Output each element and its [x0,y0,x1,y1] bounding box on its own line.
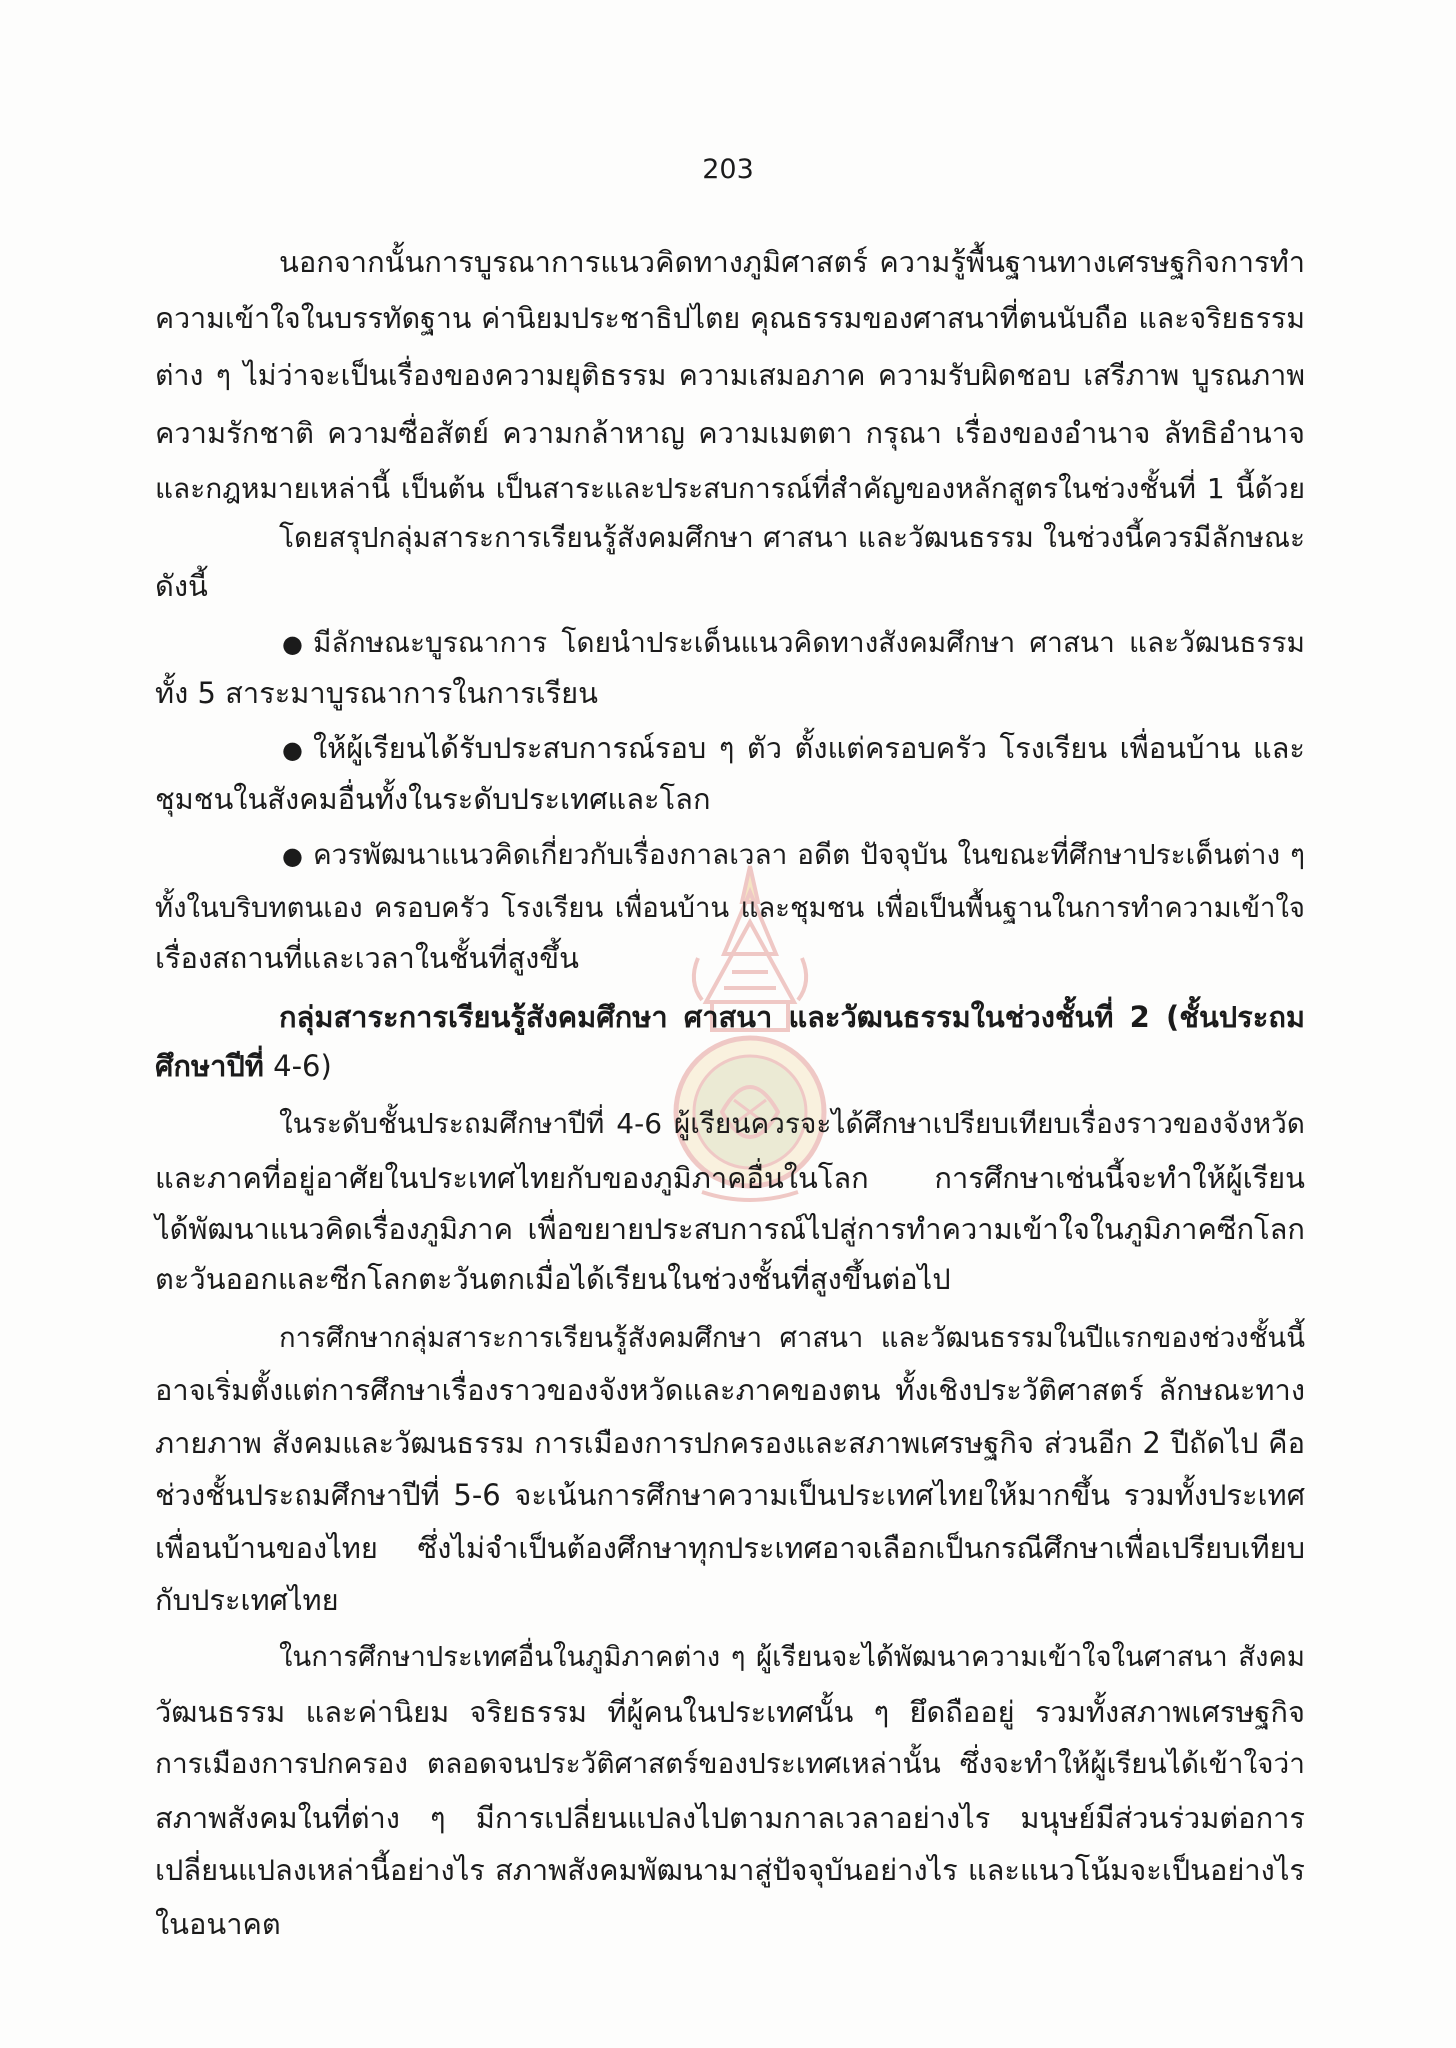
paragraph-5-line-3: การเมืองการปกครอง ตลอดจนประวัติศาสตร์ของประเทศเหล่านั้น ซึ่งจะทำให้ผู้เรียนได้เข้าใจว่า [155,1747,1305,1780]
bullet-item-2-line-1 [155,726,1305,772]
paragraph-1-line-1: นอกจากนั้นการบูรณาการแนวคิดทางภูมิศาสตร์ ความรู้พื้นฐานทางเศรษฐกิจการทำ [279,245,1305,279]
paragraph-5-line-1: ในการศึกษาประเทศอื่นในภูมิภาคต่าง ๆ ผู้เรียนจะได้พัฒนาความเข้าใจในศาสนา สังคม [279,1641,1305,1673]
paragraph-1-line-5: และกฎหมายเหล่านี้ เป็นต้น เป็นสาระและประสบการณ์ที่สำคัญของหลักสูตรในช่วงชั้นที่ 1 นี้ด้วย [155,472,1305,505]
bullet-item-3-line-3: เรื่องสถานที่และเวลาในชั้นที่สูงขึ้น [155,941,579,975]
bullet-text: ให้ผู้เรียนได้รับประสบการณ์รอบ ๆ ตัว ตั้งแต่ครอบครัว โรงเรียน เพื่อนบ้าน และ [312,731,1305,765]
paragraph-5-line-2: วัฒนธรรม และค่านิยม จริยธรรม ที่ผู้คนในประเทศนั้น ๆ ยึดถืออยู่ รวมทั้งสภาพเศรษฐกิจ [155,1695,1305,1729]
paragraph-1-line-2: ความเข้าใจในบรรทัดฐาน ค่านิยมประชาธิปไตย คุณธรรมของศาสนาที่ตนนับถือ และจริยธรรม [155,302,1305,335]
paragraph-5-line-4: สภาพสังคมในที่ต่าง ๆ มีการเปลี่ยนแปลงไปตามกาลเวลาอย่างไร มนุษย์มีส่วนร่วมต่อการ [155,1801,1305,1835]
bullet-icon: ● [282,842,303,870]
page-number: 203 [702,154,754,185]
paragraph-1-line-3: ต่าง ๆ ไม่ว่าจะเป็นเรื่องของความยุติธรรม ความเสมอภาค ความรับผิดชอบ เสรีภาพ บูรณภาพ [155,359,1305,392]
bullet-item-1-line-1 [155,621,1305,666]
paragraph-3-line-4: ตะวันออกและซีกโลกตะวันตกเมื่อได้เรียนในช่วงชั้นที่สูงขึ้นต่อไป [155,1262,951,1296]
paragraph-3-line-1: ในระดับชั้นประถมศึกษาปีที่ 4-6 ผู้เรียนควรจะได้ศึกษาเปรียบเทียบเรื่องราวของจังหวัด [279,1107,1305,1140]
bullet-text: มีลักษณะบูรณาการ โดยนำประเด็นแนวคิดทางสังคมศึกษา ศาสนา และวัฒนธรรม [312,626,1305,659]
paragraph-2-line-2: ดังนี้ [155,569,208,603]
paragraph-4-line-4: ช่วงชั้นประถมศึกษาปีที่ 5-6 จะเน้นการศึกษาความเป็นประเทศไทยให้มากขึ้น รวมทั้งประเทศ [155,1478,1305,1512]
paragraph-4-line-5: เพื่อนบ้านของไทย ซึ่งไม่จำเป็นต้องศึกษาทุกประเทศอาจเลือกเป็นกรณีศึกษาเพื่อเปรียบเทียบ [155,1531,1305,1565]
paragraph-1-line-4: ความรักชาติ ความซื่อสัตย์ ความกล้าหาญ ความเมตตา กรุณา เรื่องของอำนาจ ลัทธิอำนาจ [155,416,1305,450]
bullet-item-3-line-2: ทั้งในบริบทตนเอง ครอบครัว โรงเรียน เพื่อนบ้าน และชุมชน เพื่อเป็นพื้นฐานในการทำความเข้าใจ [155,892,1305,924]
section-heading-line-1: กลุ่มสาระการเรียนรู้สังคมศึกษา ศาสนา และวัฒนธรรมในช่วงชั้นที่ 2 (ชั้นประถม [279,1000,1305,1034]
paragraph-2-line-1: โดยสรุปกลุ่มสาระการเรียนรู้สังคมศึกษา ศาสนา และวัฒนธรรม ในช่วงนี้ควรมีลักษณะ [279,521,1305,554]
paragraph-3-line-3: ได้พัฒนาแนวคิดเรื่องภูมิภาค เพื่อขยายประสบการณ์ไปสู่การทำความเข้าใจในภูมิภาคซีกโลก [155,1212,1305,1246]
paragraph-5-line-6: ในอนาคต [155,1907,281,1941]
paragraph-4-line-1: การศึกษากลุ่มสาระการเรียนรู้สังคมศึกษา ศาสนา และวัฒนธรรมในปีแรกของช่วงชั้นนี้ [279,1322,1305,1354]
paragraph-3-line-2: และภาคที่อยู่อาศัยในประเทศไทยกับของภูมิภาคอื่นในโลก การศึกษาเช่นนี้จะทำให้ผู้เรียน [155,1161,1305,1195]
paragraph-5-line-5: เปลี่ยนแปลงเหล่านี้อย่างไร สภาพสังคมพัฒนามาสู่ปัจจุบันอย่างไร และแนวโน้มจะเป็นอย่างไร [155,1853,1305,1887]
paragraph-4-line-2: อาจเริ่มตั้งแต่การศึกษาเรื่องราวของจังหวัดและภาคของตน ทั้งเชิงประวัติศาสตร์ ลักษณะทาง [155,1373,1305,1407]
section-heading-grade-range: 4-6) [273,1049,332,1083]
paragraph-4-line-3: ภายภาพ สังคมและวัฒนธรรม การเมืองการปกครองและสภาพเศรษฐกิจ ส่วนอีก 2 ปีถัดไป คือ [155,1426,1305,1460]
section-heading-line-2 [155,1044,1305,1088]
paragraph-4-line-6: กับประเทศไทย [155,1583,339,1617]
bullet-item-1-line-2: ทั้ง 5 สาระมาบูรณาการในการเรียน [155,676,599,710]
bullet-icon: ● [282,630,303,658]
bullet-icon: ● [282,736,303,764]
bullet-item-3-line-1 [155,833,1305,878]
section-heading-text: ศึกษาปีที่ [155,1049,264,1083]
bullet-item-2-line-2: ชุมชนในสังคมอื่นทั้งในระดับประเทศและโลก [155,782,711,816]
bullet-text: ควรพัฒนาแนวคิดเกี่ยวกับเรื่องกาลเวลา อดีต ปัจจุบัน ในขณะที่ศึกษาประเด็นต่าง ๆ [312,838,1305,871]
